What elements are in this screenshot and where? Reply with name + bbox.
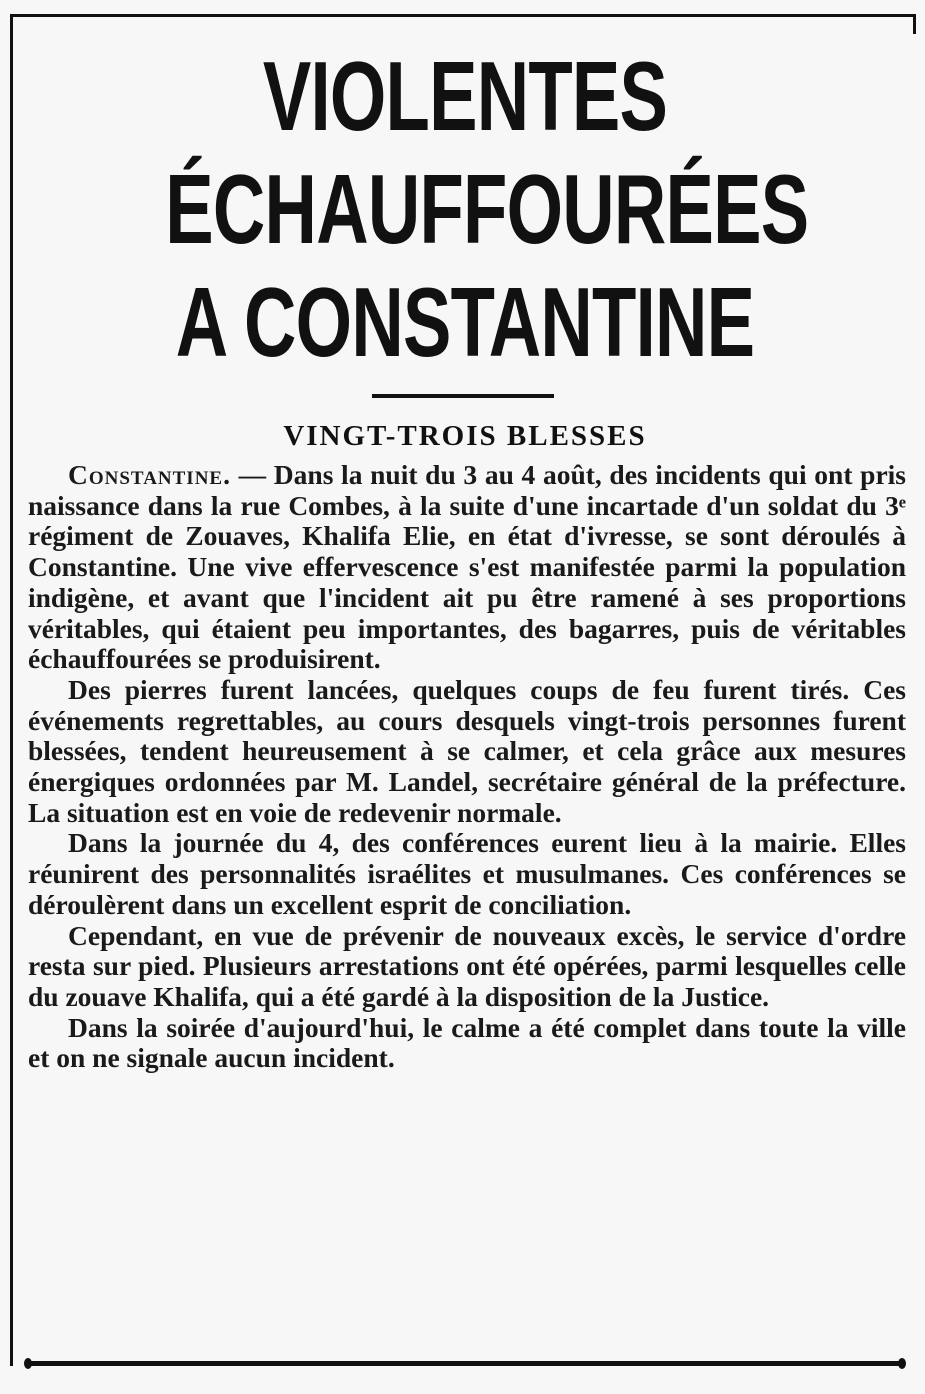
paragraph-4: Cependant, en vue de prévenir de nouveaux excès, le service d'ordre resta sur pied. Plusieurs arrestations ont été opérées, parmi lesquelles celle du zouave Khalifa, qui a été gardé à la disposition de la Justice. bbox=[28, 919, 906, 1012]
headline-line-2: ÉCHAUFFOURÉES bbox=[165, 154, 809, 264]
headline-line-1: VIOLENTES bbox=[262, 41, 668, 151]
headline-divider bbox=[372, 394, 554, 398]
paragraph-3: Dans la journée du 4, des conférences eurent lieu à la mairie. Elles réunirent des personnalités israélites et musulmanes. Ces conférences se déroulèrent dans un excellent esprit de conciliation. bbox=[28, 827, 906, 920]
subheadline: VINGT-TROIS BLESSES bbox=[283, 420, 647, 452]
border-right-rule bbox=[913, 14, 916, 34]
headline-line-3: A CONSTANTINE bbox=[175, 267, 755, 377]
paragraph-5: Dans la soirée d'aujourd'hui, le calme a été complet dans toute la ville et on ne signale aucun incident. bbox=[28, 1011, 906, 1074]
border-left-rule bbox=[10, 14, 13, 1366]
paragraph-1 bbox=[28, 460, 906, 675]
border-top-rule bbox=[10, 14, 916, 17]
dateline: Constantine. bbox=[68, 459, 231, 490]
paragraph-1-text: — Dans la nuit du 3 au 4 août, des incidents qui ont pris naissance dans la rue Combes, à la suite d'une incartade d'un soldat du 3ᵉ régiment de Zouaves, Khalifa Elie, en état d'ivresse, se sont déroulés à Constantine. Une vive effervescence s'est manifestée parmi la population indigène, et avant que l'incident ait pu être ramené à ses proportions véritables, qui étaient peu importantes, des bagarres, puis de véritables échauffourées se produisirent. bbox=[28, 459, 906, 675]
bottom-rule bbox=[30, 1361, 900, 1366]
paragraph-2: Des pierres furent lancées, quelques coups de feu furent tirés. Ces événements regrettables, au cours desquels vingt-trois personnes furent blessées, tendent heureusement à se calmer, et cela grâce aux mesures énergiques ordonnées par M. Landel, secrétaire général de la préfecture. La situation est en voie de redevenir normale. bbox=[28, 673, 906, 828]
article-body bbox=[28, 460, 906, 1074]
headline bbox=[60, 40, 870, 379]
